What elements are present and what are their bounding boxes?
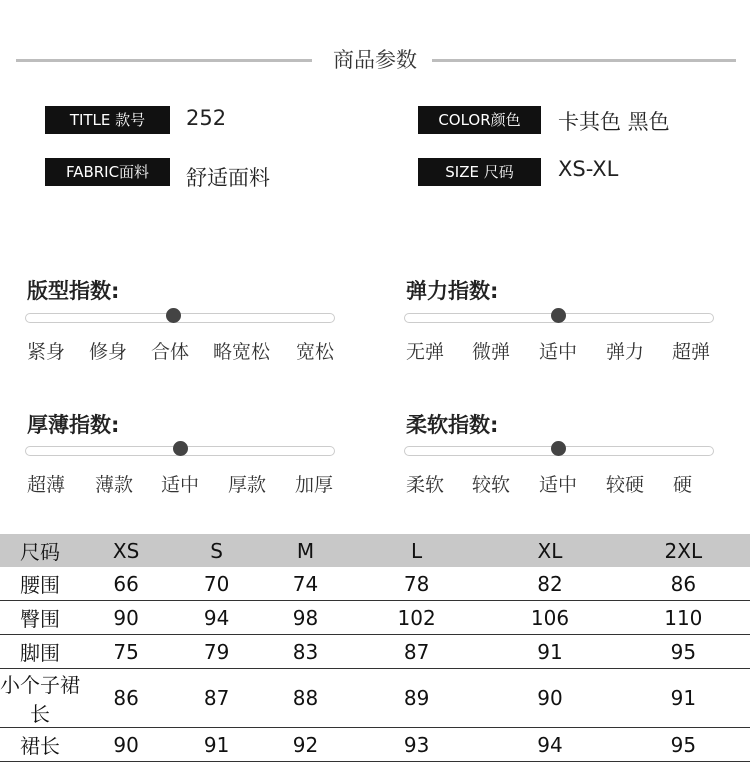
- fit-option: 紧身: [27, 341, 66, 363]
- table-row: [0, 728, 750, 762]
- size-value: XS-XL: [558, 157, 619, 181]
- title-value: 252: [186, 106, 227, 130]
- table-header-cell: XS: [80, 534, 172, 567]
- stretch-option: 微弹: [472, 341, 511, 363]
- table-header-cell: L: [350, 534, 483, 567]
- stretch-index-title: 弹力指数:: [406, 279, 499, 303]
- softness-index-title: 柔软指数:: [406, 413, 499, 437]
- table-cell: 70: [172, 567, 261, 601]
- table-cell: 腰围: [0, 567, 80, 601]
- table-cell: 裙长: [0, 728, 80, 762]
- fit-option: 宽松: [296, 341, 335, 363]
- table-cell: 92: [261, 728, 350, 762]
- table-cell: 86: [80, 669, 172, 728]
- softness-option: 较硬: [606, 474, 645, 496]
- table-cell: 66: [80, 567, 172, 601]
- table-cell: 106: [483, 601, 616, 635]
- table-row: [0, 635, 750, 669]
- table-cell: 75: [80, 635, 172, 669]
- table-cell: 86: [617, 567, 750, 601]
- softness-option: 较软: [472, 474, 511, 496]
- color-value: 卡其色 黑色: [558, 110, 670, 134]
- table-cell: 87: [350, 635, 483, 669]
- table-cell: 91: [172, 728, 261, 762]
- fabric-value: 舒适面料: [186, 166, 270, 190]
- size-table: [0, 534, 750, 762]
- thickness-index-title: 厚薄指数:: [27, 413, 120, 437]
- table-header-cell: M: [261, 534, 350, 567]
- table-cell: 89: [350, 669, 483, 728]
- softness-option: 适中: [539, 474, 578, 496]
- fit-option: 略宽松: [213, 341, 271, 363]
- softness-option: 硬: [673, 474, 693, 496]
- table-cell: 小个子裙长: [0, 669, 80, 728]
- thickness-option: 加厚: [295, 474, 334, 496]
- thickness-option: 厚款: [228, 474, 267, 496]
- table-cell: 脚围: [0, 635, 80, 669]
- size-tag: SIZE 尺码: [418, 158, 541, 186]
- table-cell: 90: [80, 601, 172, 635]
- table-cell: 94: [483, 728, 616, 762]
- thickness-index-marker: [173, 441, 188, 456]
- fit-option: 修身: [89, 341, 128, 363]
- thickness-option: 薄款: [95, 474, 134, 496]
- table-cell: 87: [172, 669, 261, 728]
- table-cell: 95: [617, 635, 750, 669]
- table-cell: 98: [261, 601, 350, 635]
- stretch-option: 无弹: [406, 341, 445, 363]
- table-cell: 82: [483, 567, 616, 601]
- table-cell: 74: [261, 567, 350, 601]
- table-header-row: [0, 534, 750, 567]
- table-cell: 79: [172, 635, 261, 669]
- thickness-option: 适中: [161, 474, 200, 496]
- table-cell: 94: [172, 601, 261, 635]
- table-row: [0, 669, 750, 728]
- softness-index-marker: [551, 441, 566, 456]
- table-header-cell: XL: [483, 534, 616, 567]
- fabric-tag: FABRIC面料: [45, 158, 170, 186]
- table-cell: 102: [350, 601, 483, 635]
- table-row: [0, 567, 750, 601]
- table-cell: 88: [261, 669, 350, 728]
- section-title: 商品参数: [333, 48, 417, 72]
- table-cell: 83: [261, 635, 350, 669]
- table-cell: 110: [617, 601, 750, 635]
- stretch-option: 适中: [539, 341, 578, 363]
- table-header-cell: 尺码: [0, 534, 80, 567]
- stretch-option: 弹力: [606, 341, 645, 363]
- fit-index-title: 版型指数:: [27, 279, 120, 303]
- softness-option: 柔软: [406, 474, 445, 496]
- table-cell: 90: [80, 728, 172, 762]
- fit-option: 合体: [151, 341, 190, 363]
- table-header-cell: 2XL: [617, 534, 750, 567]
- stretch-option: 超弹: [672, 341, 711, 363]
- title-tag: TITLE 款号: [45, 106, 170, 134]
- color-tag: COLOR颜色: [418, 106, 541, 134]
- table-cell: 95: [617, 728, 750, 762]
- table-cell: 78: [350, 567, 483, 601]
- table-header-cell: S: [172, 534, 261, 567]
- stretch-index-marker: [551, 308, 566, 323]
- table-row: [0, 601, 750, 635]
- header-line-right: [432, 59, 736, 62]
- thickness-option: 超薄: [27, 474, 66, 496]
- table-cell: 臀围: [0, 601, 80, 635]
- table-cell: 90: [483, 669, 616, 728]
- table-cell: 91: [483, 635, 616, 669]
- fit-index-marker: [166, 308, 181, 323]
- table-cell: 93: [350, 728, 483, 762]
- table-cell: 91: [617, 669, 750, 728]
